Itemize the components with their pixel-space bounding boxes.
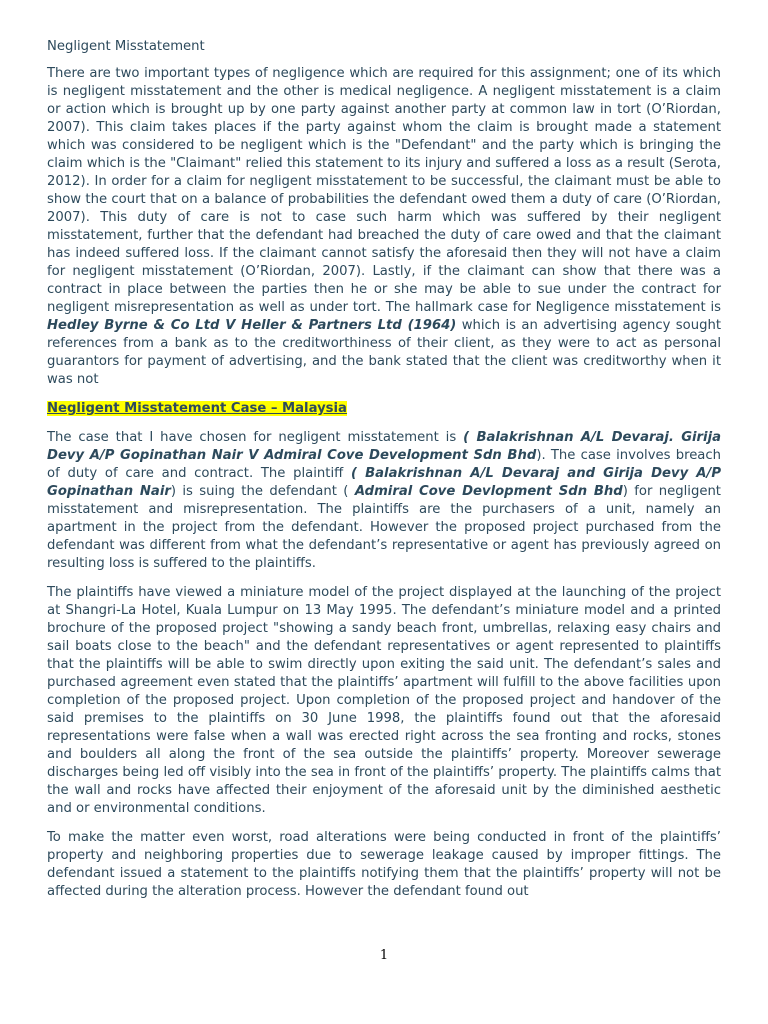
paragraph-text: ). The case involves breach of duty of care and contract. The plaintiff xyxy=(47,448,721,481)
paragraph-text: The case that I have chosen for negligent misstatement is xyxy=(47,430,464,445)
paragraph-text: ) for negligent misstatement and misrepresentation. The plaintiffs are the purchasers of a unit, namely an apartment in the project from the defendant. However the proposed project purchased from the defendant was different from what the defendant’s representative or agent has previously agreed on resulting loss is suffered to the plaintiffs. xyxy=(47,484,721,571)
document-page xyxy=(47,38,721,912)
paragraph-text: There are two important types of negligence which are required for this assignment; one of its which is negligent misstatement and the other is medical negligence. A negligent misstatement is a claim or action which is brought up by one party against another party at common law in tort (O’Riordan, 2007). This claim takes places if the party against whom the claim is brought made a statement which was considered to be negligent which is the "Defendant" and the party which is bringing the claim which is the "Claimant" relied this statement to its injury and suffered a loss as a result (Serota, 2012). In order for a claim for negligent misstatement to be successful, the claimant must be able to show the court that on a balance of probabilities the defendant owed them a duty of care (O’Riordan, 2007). This duty of care is not to case such harm which was suffered by their negligent misstatement, further that the defendant had breached the duty of care owed and that the claimant has indeed suffered loss. If the claimant cannot satisfy the aforesaid then they will not have a claim for negligent misstatement (O’Riordan, 2007). Lastly, if the claimant can show that there was a contract in place between the parties then he or she may be able to sue under the contract for negligent misrepresentation as well as under tort. The hallmark case for Negligence misstatement is xyxy=(47,66,721,315)
page-number: 1 xyxy=(379,948,389,963)
case-name: ( Balakrishnan A/L Devaraj. Girija Devy A/P Gopinathan Nair V Admiral Cove Development Sdn Bhd xyxy=(47,430,721,463)
paragraph-facts: The plaintiffs have viewed a miniature model of the project displayed at the launching of the project at Shangri-La Hotel, Kuala Lumpur on 13 May 1995. The defendant’s miniature model and a printed brochure of the proposed project "showing a sandy beach front, umbrellas, relaxing easy chairs and sail boats close to the beach" and the defendant representatives or agent represented to plaintiffs that the plaintiffs will be able to swim directly upon exiting the said unit. The defendant’s sales and purchased agreement even stated that the plaintiffs’ apartment will fulfill to the above facilities upon completion of the proposed project. Upon completion of the proposed project and handover of the said premises to the plaintiffs on 30 June 1998, the plaintiffs found out that the aforesaid representations were false when a wall was erected right across the sea fronting and rocks, stones and boulders all along the front of the sea outside the plaintiffs’ property. Moreover sewerage discharges being led off visibly into the sea in front of the plaintiffs’ property. The plaintiffs calms that the wall and rocks have affected their enjoyment of the aforesaid unit by the diminished aesthetic and or environmental conditions. xyxy=(47,585,721,816)
paragraph-intro xyxy=(47,65,721,389)
paragraph-alterations: To make the matter even worst, road alterations were being conducted in front of the plaintiffs’ property and neighboring properties due to sewerage leakage caused by improper fittings. The defendant issued a statement to the plaintiffs notifying them that the plaintiffs’ property will not be affected during the alteration process. However the defendant found out xyxy=(47,830,721,899)
defendant-name: Admiral Cove Devlopment Sdn Bhd xyxy=(354,484,623,499)
paragraph-case xyxy=(47,429,721,573)
paragraph-text: which is an advertising agency sought references from a bank as to the creditworthiness of their client, as they were to act as personal guarantors for payment of advertising, and the bank stated that the client was creditworthy when it was not xyxy=(47,318,721,387)
malaysia-case-heading: Negligent Misstatement Case – Malaysia xyxy=(47,401,347,416)
plaintiff-names: ( Balakrishnan A/L Devaraj and Girija Devy A/P Gopinathan Nair xyxy=(47,466,721,499)
paragraph-text: ) is suing the defendant ( xyxy=(170,484,355,499)
case-citation: Hedley Byrne & Co Ltd V Heller & Partners Ltd (1964) xyxy=(47,318,457,333)
highlighted-heading xyxy=(47,400,721,418)
section-heading: Negligent Misstatement xyxy=(47,39,205,54)
